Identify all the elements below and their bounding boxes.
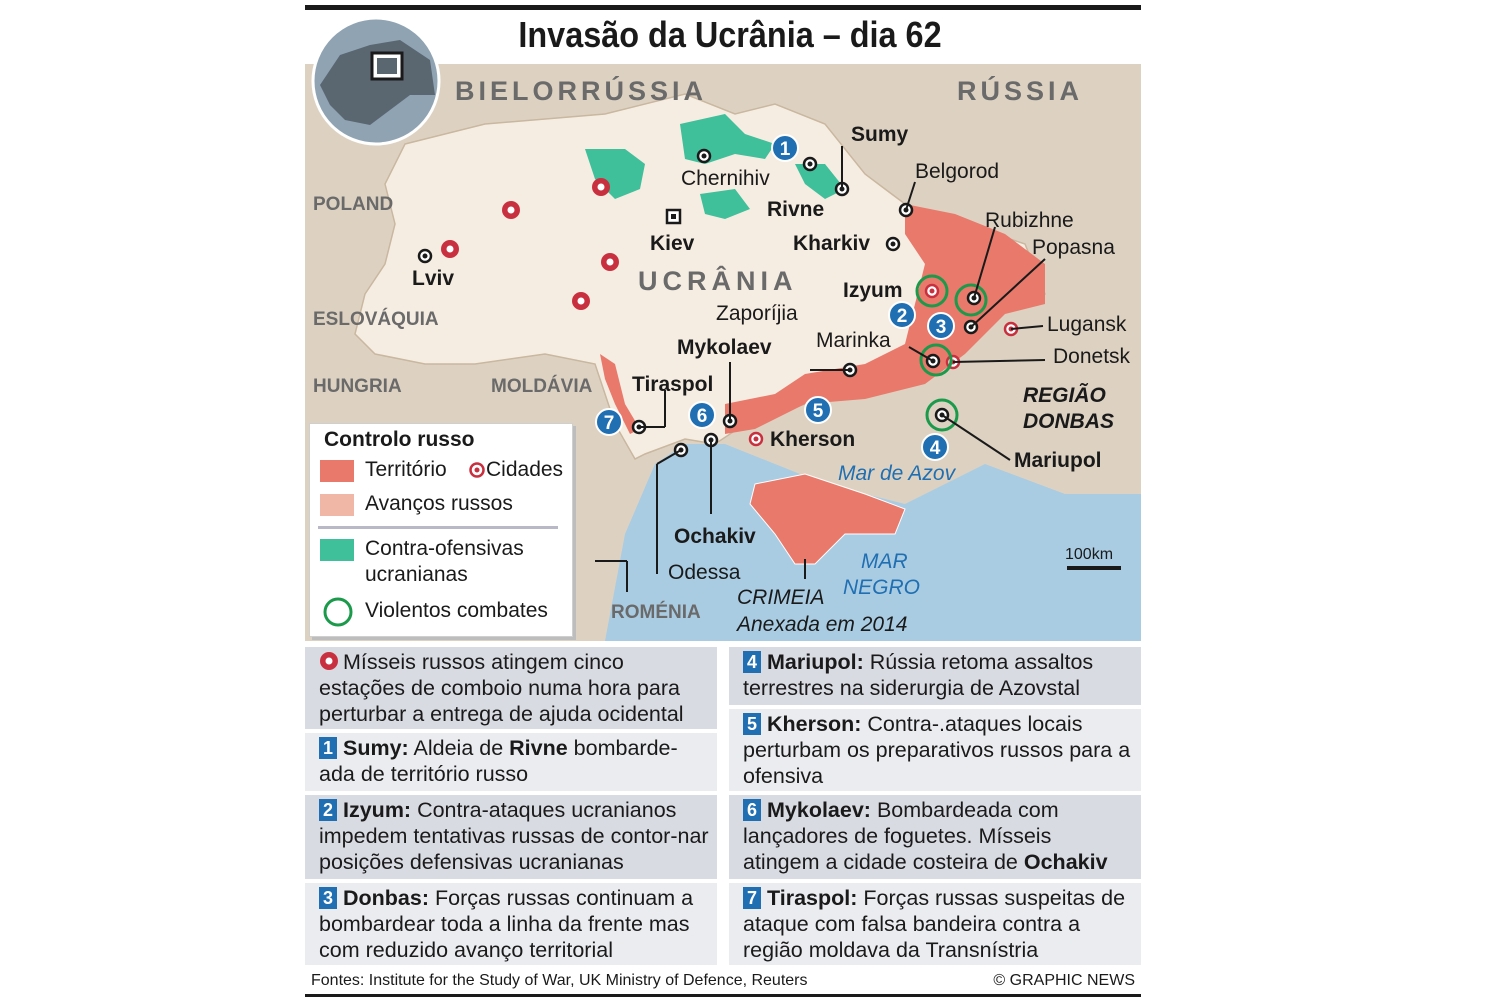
crimea-label-line2: Anexada em 2014 <box>737 613 908 636</box>
globe-locator <box>310 15 442 147</box>
label-hungary: HUNGRIA <box>313 376 402 397</box>
label-belarus: BIELORRÚSSIA <box>455 76 708 106</box>
note-missiles-text: Mísseis russos atingem cinco estações de comboio numa hora para perturbar a entrega de ajuda ocidental <box>319 650 684 726</box>
region-donbas-line2: DONBAS <box>1023 410 1115 433</box>
note-3-number: 3 <box>319 887 337 909</box>
note-3-heading: Donbas: <box>343 886 429 910</box>
city-lugansk: Lugansk <box>1047 313 1127 336</box>
note-2-heading: Izyum: <box>343 798 412 822</box>
city-kiev: Kiev <box>650 232 695 255</box>
note-4 <box>729 647 1141 705</box>
city-ochakiv: Ochakiv <box>674 525 756 548</box>
note-7 <box>729 883 1141 965</box>
city-zaporijia: Zaporíjia <box>716 302 798 325</box>
crimea-label-line1: CRIMEIA <box>737 586 825 609</box>
note-4-number: 4 <box>743 651 761 673</box>
note-4-text: Rússia retoma assaltos terrestres na siderurgia de Azovstal <box>743 650 1094 700</box>
note-4-heading: Mariupol: <box>767 650 864 674</box>
note-5-number: 5 <box>743 713 761 735</box>
legend-combat-icon <box>322 596 354 628</box>
footer-sources: Fontes: Institute for the Study of War, UK Ministry of Defence, Reuters <box>311 972 808 989</box>
sea-black-line2: NEGRO <box>843 576 921 599</box>
bottom-rule <box>305 994 1141 997</box>
note-1-number: 1 <box>319 737 337 759</box>
note-3-text: Forças russas continuam a bombardear toda a linha da frente mas com reduzido avanço territorial <box>319 886 694 962</box>
city-marinka: Marinka <box>816 329 891 352</box>
scale-label: 100km <box>1065 546 1114 563</box>
missile-icon <box>319 651 339 671</box>
label-romania: ROMÉNIA <box>611 602 701 623</box>
note-1-bold: Rivne <box>509 736 568 760</box>
note-1-text-a: Aldeia de <box>408 736 510 760</box>
city-rivne: Rivne <box>767 198 825 221</box>
note-2 <box>305 795 717 879</box>
legend-swatch-counter <box>320 539 354 561</box>
city-rubizhne: Rubizhne <box>985 209 1074 232</box>
label-moldova: MOLDÁVIA <box>491 376 593 397</box>
legend-counter-line1: Contra-ofensivas <box>365 537 524 560</box>
city-izyum: Izyum <box>843 279 903 302</box>
note-6-number: 6 <box>743 799 761 821</box>
legend-title: Controlo russo <box>324 428 475 451</box>
city-chernihiv: Chernihiv <box>681 167 770 190</box>
footer-credit: © GRAPHIC NEWS <box>993 972 1135 989</box>
kiev-capital-center <box>671 214 676 219</box>
note-5-text: Contra-.ataques locais perturbam os preparativos russos para a ofensiva <box>743 712 1131 788</box>
notes-grid <box>305 647 1141 965</box>
note-3 <box>305 883 717 965</box>
note-7-heading: Tiraspol: <box>767 886 858 910</box>
note-6-bold: Ochakiv <box>1023 850 1108 874</box>
city-tiraspol: Tiraspol <box>632 373 714 396</box>
label-ukraine: UCRÂNIA <box>638 266 798 296</box>
note-1 <box>305 733 717 791</box>
city-popasna: Popasna <box>1032 236 1115 259</box>
note-7-text: Forças russas suspeitas de ataque com falsa bandeira contra a região moldava da Transnístria <box>743 886 1126 962</box>
city-donetsk: Donetsk <box>1053 345 1131 368</box>
marker-2-label: 2 <box>896 306 908 327</box>
note-1-heading: Sumy: <box>343 736 409 760</box>
sea-azov-label: Mar de Azov <box>838 462 956 485</box>
note-7-number: 7 <box>743 887 761 909</box>
label-slovakia: ESLOVÁQUIA <box>313 309 439 330</box>
city-mykolaev: Mykolaev <box>677 336 772 359</box>
marker-4-label: 4 <box>929 438 941 459</box>
legend-city-icon <box>468 461 486 479</box>
page-title: Invasão da Ucrânia – dia 62 <box>518 14 942 55</box>
marker-3-label: 3 <box>935 317 947 338</box>
note-missiles <box>305 647 717 729</box>
label-poland: POLAND <box>313 194 394 215</box>
note-2-number: 2 <box>319 799 337 821</box>
region-donbas-line1: REGIÃO <box>1023 384 1106 407</box>
note-5 <box>729 709 1141 791</box>
legend-swatch-territory <box>320 460 354 482</box>
legend-box <box>309 423 573 637</box>
marker-1-label: 1 <box>779 139 791 160</box>
legend-combat: Violentos combates <box>365 599 548 622</box>
legend-divider <box>318 526 558 529</box>
legend-cities: Cidades <box>486 458 564 481</box>
scale-bar <box>1067 566 1121 570</box>
marker-5-label: 5 <box>812 401 824 422</box>
note-6-text: Bombardeada com lançadores de foguetes. Mísseis atingem a cidade costeira de <box>743 798 1059 874</box>
city-kherson: Kherson <box>770 428 856 451</box>
legend-territory: Território <box>365 458 447 481</box>
label-russia: RÚSSIA <box>957 76 1084 106</box>
marker-7-label: 7 <box>603 413 615 434</box>
note-6-heading: Mykolaev: <box>767 798 871 822</box>
city-kharkiv: Kharkiv <box>793 232 871 255</box>
city-lviv: Lviv <box>412 267 455 290</box>
note-1-text-b: bombarde-ada de território russo <box>319 736 678 786</box>
city-belgorod: Belgorod <box>915 160 1000 183</box>
legend-advances: Avanços russos <box>365 492 513 515</box>
city-mariupol: Mariupol <box>1014 449 1102 472</box>
note-5-heading: Kherson: <box>767 712 862 736</box>
note-2-text: Contra-ataques ucranianos impedem tentativas russas de contor-nar posições defensivas ucranianas <box>319 798 709 874</box>
city-sumy: Sumy <box>851 123 909 146</box>
marker-6-label: 6 <box>696 406 708 427</box>
legend-swatch-advances <box>320 494 354 516</box>
note-6 <box>729 795 1141 879</box>
city-odessa: Odessa <box>668 561 741 584</box>
sea-black-line1: MAR <box>861 550 908 573</box>
top-rule <box>305 5 1141 10</box>
legend-counter-line2: ucranianas <box>365 563 468 586</box>
